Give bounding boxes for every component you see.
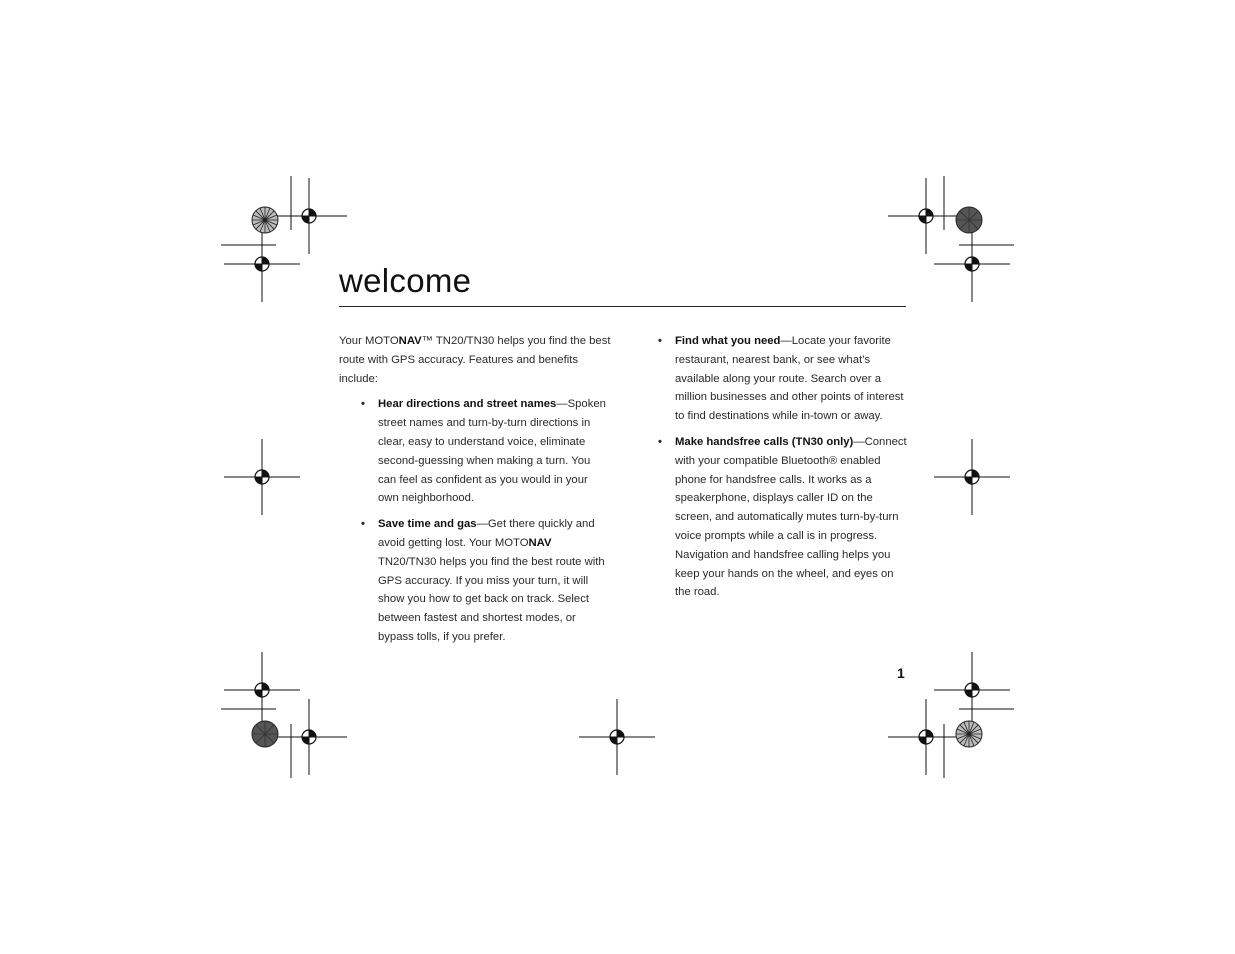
feature-text-continued: TN20/TN30 helps you find the best route with GPS accuracy. If you miss your turn, it will show you how to get back on track. Select between fastest and shortest modes, or bypass tolls, if you prefer. (378, 555, 605, 643)
left-column (339, 332, 611, 654)
bullet-icon: • (361, 518, 365, 531)
right-column (658, 332, 910, 609)
feature-list-right (658, 332, 910, 602)
feature-item-save-time (361, 515, 611, 647)
feature-list-left (361, 395, 611, 646)
feature-item-hear-directions (361, 395, 611, 508)
bullet-icon: • (658, 335, 662, 347)
intro-brand: NAV (398, 335, 422, 347)
feature-heading: Save time and gas (378, 518, 477, 531)
feature-text: —Connect with your compatible Bluetooth® enabled phone for handsfree calls. It works as a speakerphone, displays caller ID on the screen, and automatically mutes turn-by-turn voice prompts while a call is in progress. Navigation and handsfree calling helps you keep your hands on the wheel, and eyes on the road. (675, 435, 907, 599)
intro-post: ™ TN20/TN30 helps you find the best route with GPS accuracy. Features and benefits include: (339, 335, 611, 385)
feature-text: —Get there quickly and avoid getting lost. Your MOTO (378, 518, 595, 549)
feature-heading: Make handsfree calls (TN30 only) (675, 435, 854, 448)
feature-brand: NAV (528, 536, 552, 549)
feature-heading: Hear directions and street names (378, 398, 557, 411)
feature-heading: Find what you need (675, 335, 781, 347)
page-title: welcome (339, 262, 472, 299)
intro-paragraph (339, 332, 611, 388)
feature-text: —Spoken street names and turn-by-turn directions in clear, easy to understand voice, eliminate second-guessing when making a turn. You can feel as confident as you would in your own neighborhood. (378, 398, 606, 505)
bullet-icon: • (658, 435, 662, 448)
feature-text: —Locate your favorite restaurant, nearest bank, or see what’s available along your route. Search over a million businesses and other points of interest to find destinations while in-town or away. (675, 335, 904, 423)
page-number: 1 (897, 665, 905, 681)
bullet-icon: • (361, 398, 365, 411)
feature-item-handsfree-calls (658, 433, 910, 602)
feature-item-find-what-you-need (658, 332, 910, 426)
intro-pre: Your MOTO (339, 335, 399, 347)
title-rule (339, 306, 906, 307)
